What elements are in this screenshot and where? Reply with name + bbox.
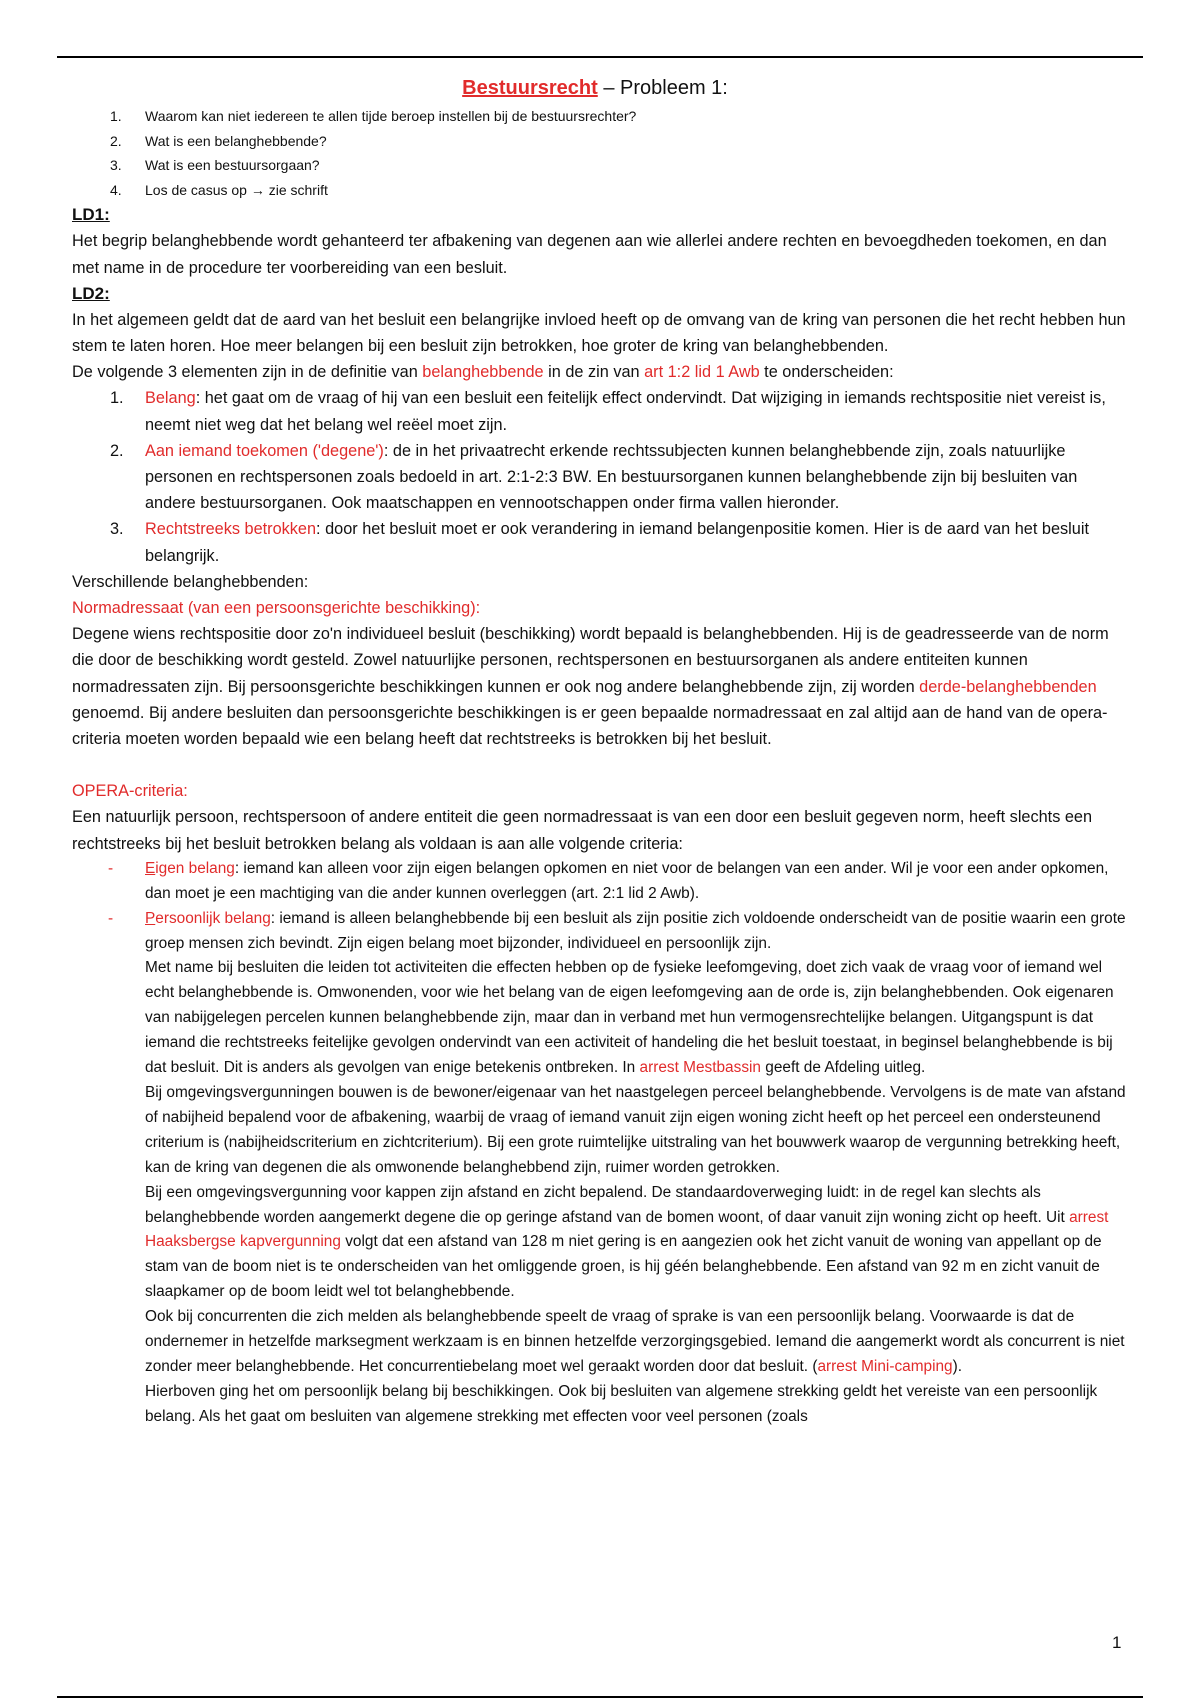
opera-intro: Een natuurlijk persoon, rechtspersoon of andere entiteit die geen normadressaat is van een door een besluit gegeven norm, heeft slechts een rechtstreeks bij het besluit betrokken belang als voldaan is aan alle volgende criteria: <box>72 808 1093 853</box>
paragraph: Bij omgevingsvergunningen bouwen is de bewoner/eigenaar van het naastgelegen perceel belanghebbende. Vervolgens is de mate van afstand of nabijheid bepalend voor de afbakening, waarbij de vraag of iemand vanuit zijn eigen woning zicht heeft op het perceel een ondersteunend criterium is (nabijheidscriterium en zichtcriterium). Bij een grote ruimtelijke uitstraling van het bouwwerk waarop de vergunning betrekking heeft, kan de kring van degenen die als omwonende belanghebbend zijn, ruimer worden getrokken. <box>145 1084 1126 1176</box>
ld2-heading: LD2: <box>72 283 110 303</box>
paragraph <box>72 956 1132 1081</box>
paragraph: Hierboven ging het om persoonlijk belang bij beschikkingen. Ook bij besluiten van algemene strekking geldt het vereiste van een persoonlijk belang. Als het gaat om besluiten van algemene strekking met effecten voor veel personen (zoals <box>145 1382 1098 1425</box>
opera-heading: OPERA-criteria: <box>72 782 188 801</box>
list-item <box>72 438 1132 517</box>
persoonlijk-belang-details <box>72 956 1132 1429</box>
title-rest: – Probleem 1: <box>597 77 728 99</box>
criterion-term: Persoonlijk belang <box>145 909 271 927</box>
list-item <box>72 153 1132 178</box>
elements-list <box>72 385 1132 568</box>
paragraph-text: Degene wiens rechtspositie door zo'n individueel besluit (beschikking) wordt bepaald is belanghebbenden. Hij is de geadresseerde van de norm die door de beschikking wordt gesteld. Zowel natuurlijke personen, rechtspersonen en bestuursorganen als andere entiteiten kunnen normadressaten zijn. Bij persoonsgerichte beschikkingen kunnen er ook nog andere belanghebbende zijn, zij worden <box>72 625 1109 696</box>
article-reference: art 1:2 lid 1 Awb <box>644 363 760 382</box>
element-text: : door het besluit moet er ook verandering in iemand belangenpositie komen. Hier is de aard van het besluit belangrijk. <box>145 520 1089 565</box>
list-number: 2. <box>110 441 124 460</box>
ld1-text: Het begrip belanghebbende wordt gehanteerd ter afbakening van degenen aan wie allerlei andere rechten en bevoegdheden toekomen, en dan met name in de procedure ter voorbereiding van een besluit. <box>72 232 1107 277</box>
element-text: : de in het privaatrecht erkende rechtssubjecten kunnen belanghebbende zijn, zoals natuurlijke personen en rechtspersonen zoals bedoeld in art. 2:1-2:3 BW. En bestuursorganen kunnen belanghebbende zijn bij besluiten van andere bestuursorganen. Ook maatschappen en vennootschappen onder firma vallen hieronder. <box>145 441 1078 513</box>
top-rule <box>57 56 1143 58</box>
list-number: 3. <box>110 520 124 539</box>
list-item <box>72 907 1132 957</box>
paragraph <box>72 1305 1132 1380</box>
page-title <box>58 74 1132 102</box>
bottom-rule <box>57 1696 1143 1698</box>
normadressaat-heading: Normadressaat (van een persoonsgerichte beschikking): <box>72 599 481 618</box>
list-text: Los de casus op → zie schrift <box>145 181 328 198</box>
list-item <box>72 178 1132 203</box>
case-reference: arrest Haaksbergse kapvergunning <box>145 1208 1109 1251</box>
list-item <box>72 516 1132 568</box>
list-number: 2. <box>110 132 122 149</box>
paragraph <box>72 1181 1132 1306</box>
criteria-list <box>72 857 1132 957</box>
term-derde-belanghebbenden: derde-belanghebbenden <box>919 677 1097 696</box>
definition-text: in de zin van <box>543 363 645 382</box>
definition-text: De volgende 3 elementen zijn in de definitie van <box>72 363 423 382</box>
list-text: Waarom kan niet iedereen te allen tijde beroep instellen bij de bestuursrechter? <box>145 108 637 124</box>
list-number: 1. <box>110 108 122 124</box>
definition-term: belanghebbende <box>422 363 544 382</box>
list-item <box>72 129 1132 154</box>
list-number: 1. <box>110 389 124 408</box>
criterion-term: Eigen belang <box>145 859 235 877</box>
paragraph-text: Bij een omgevingsvergunning voor kappen zijn afstand en zicht bepalend. De standaardoverweging luidt: in de regel kan slechts als belanghebbende worden aangemerkt degene die op geringe afstand van de bomen woont, of daar vanuit zijn woning zicht op heeft. Uit <box>145 1183 1070 1226</box>
case-reference: arrest Mini-camping <box>817 1357 953 1375</box>
ld2-intro: In het algemeen geldt dat de aard van het besluit een belangrijke invloed heeft op de omvang van de kring van personen die het recht hebben hun stem te laten horen. Hoe meer belangen bij een besluit zijn betrokken, hoe groter de kring van belanghebbenden. <box>72 310 1126 355</box>
ld1-heading: LD1: <box>72 205 110 225</box>
title-subject: Bestuursrecht <box>462 77 598 99</box>
criterion-text: : iemand is alleen belanghebbende bij een besluit als zijn positie zich voldoende onderscheidt van de positie waarin een grote groep mensen zich bevindt. Zijn eigen belang moet bijzonder, individueel en persoonlijk zijn. <box>145 909 1126 952</box>
list-number: 4. <box>110 181 122 198</box>
dash-marker: - <box>108 859 114 877</box>
element-term: Belang <box>145 389 196 408</box>
list-item <box>72 857 1132 907</box>
list-number: 3. <box>110 157 122 174</box>
ld2-definition <box>72 359 1132 385</box>
element-text: : het gaat om de vraag of hij van een besluit een feitelijk effect ondervindt. Dat wijziging in iemands rechtspositie niet vereist is, neemt niet weg dat het belang wel reëel moet zijn. <box>145 389 1106 434</box>
page-number: 1 <box>1112 1633 1122 1652</box>
list-item <box>72 385 1132 437</box>
list-item <box>72 104 1132 129</box>
normadressaat-text <box>72 621 1132 752</box>
section-label: Verschillende belanghebbenden: <box>72 572 309 591</box>
element-term: Aan iemand toekomen ('degene') <box>145 441 384 460</box>
question-list <box>72 104 1132 202</box>
list-text: Wat is een bestuursorgaan? <box>145 157 320 174</box>
paragraph-text: volgt dat een afstand van 128 m niet gering is en aangezien ook het zicht vanuit de woning van appellant op de stam van de boom niet is te onderscheiden van het omliggende groen, is hij géén belanghebbende. Een afstand van 92 m en zicht vanuit de slaapkamer op de boom leidt wel tot belanghebbende. <box>145 1233 1102 1301</box>
paragraph-text: genoemd. Bij andere besluiten dan persoonsgerichte beschikkingen is er geen bepaalde normadressaat en zal altijd aan de hand van de opera-criteria moeten worden bepaald wie een belang heeft dat rechtstreeks is betrokken bij het besluit. <box>72 703 1108 749</box>
definition-text: te onderscheiden: <box>759 363 894 382</box>
list-text: Wat is een belanghebbende? <box>145 132 327 149</box>
criterion-text: : iemand kan alleen voor zijn eigen belangen opkomen en niet voor de belangen van een ander. Wil je voor een ander opkomen, dan moet je een machtiging van die ander kunnen overleggen (art. 2:1 lid 2 Awb). <box>145 859 1109 902</box>
paragraph-text: Ook bij concurrenten die zich melden als belanghebbende speelt de vraag of sprake is van een persoonlijk belang. Voorwaarde is dat de ondernemer in hetzelfde marksegment werkzaam is en binnen hetzelfde verzorgingsgebied. Iemand die aangemerkt wordt als concurrent is niet zonder meer belanghebbende. Het concurrentiebelang moet wel geraakt worden door dat besluit. ( <box>145 1308 1125 1375</box>
case-reference: arrest Mestbassin <box>639 1059 761 1077</box>
paragraph-text: Met name bij besluiten die leiden tot activiteiten die effecten hebben op de fysieke leefomgeving, doet zich vaak de vraag voor of iemand wel echt belanghebbende is. Omwonenden, voor wie het belang van de eigen leefomgeving aan de orde is, zijn belanghebbenden. Ook eigenaren van nabijgelegen percelen kunnen belanghebbende zijn, maar dan in verband met hun vermogensrechtelijke belangen. Uitgangspunt is dat iemand die rechtstreeks feitelijke gevolgen ondervindt van een activiteit of handeling die het besluit toestaat, in beginsel belanghebbende is bij dat besluit. Dit is anders als gevolgen van enige betekenis ontbreken. In <box>145 959 1114 1077</box>
document-page <box>72 74 1132 1430</box>
paragraph-text: geeft de Afdeling uitleg. <box>761 1059 926 1077</box>
dash-marker: - <box>108 909 114 927</box>
element-term: Rechtstreeks betrokken <box>145 520 317 539</box>
paragraph-text: ). <box>952 1357 963 1375</box>
spacer <box>72 752 1132 778</box>
